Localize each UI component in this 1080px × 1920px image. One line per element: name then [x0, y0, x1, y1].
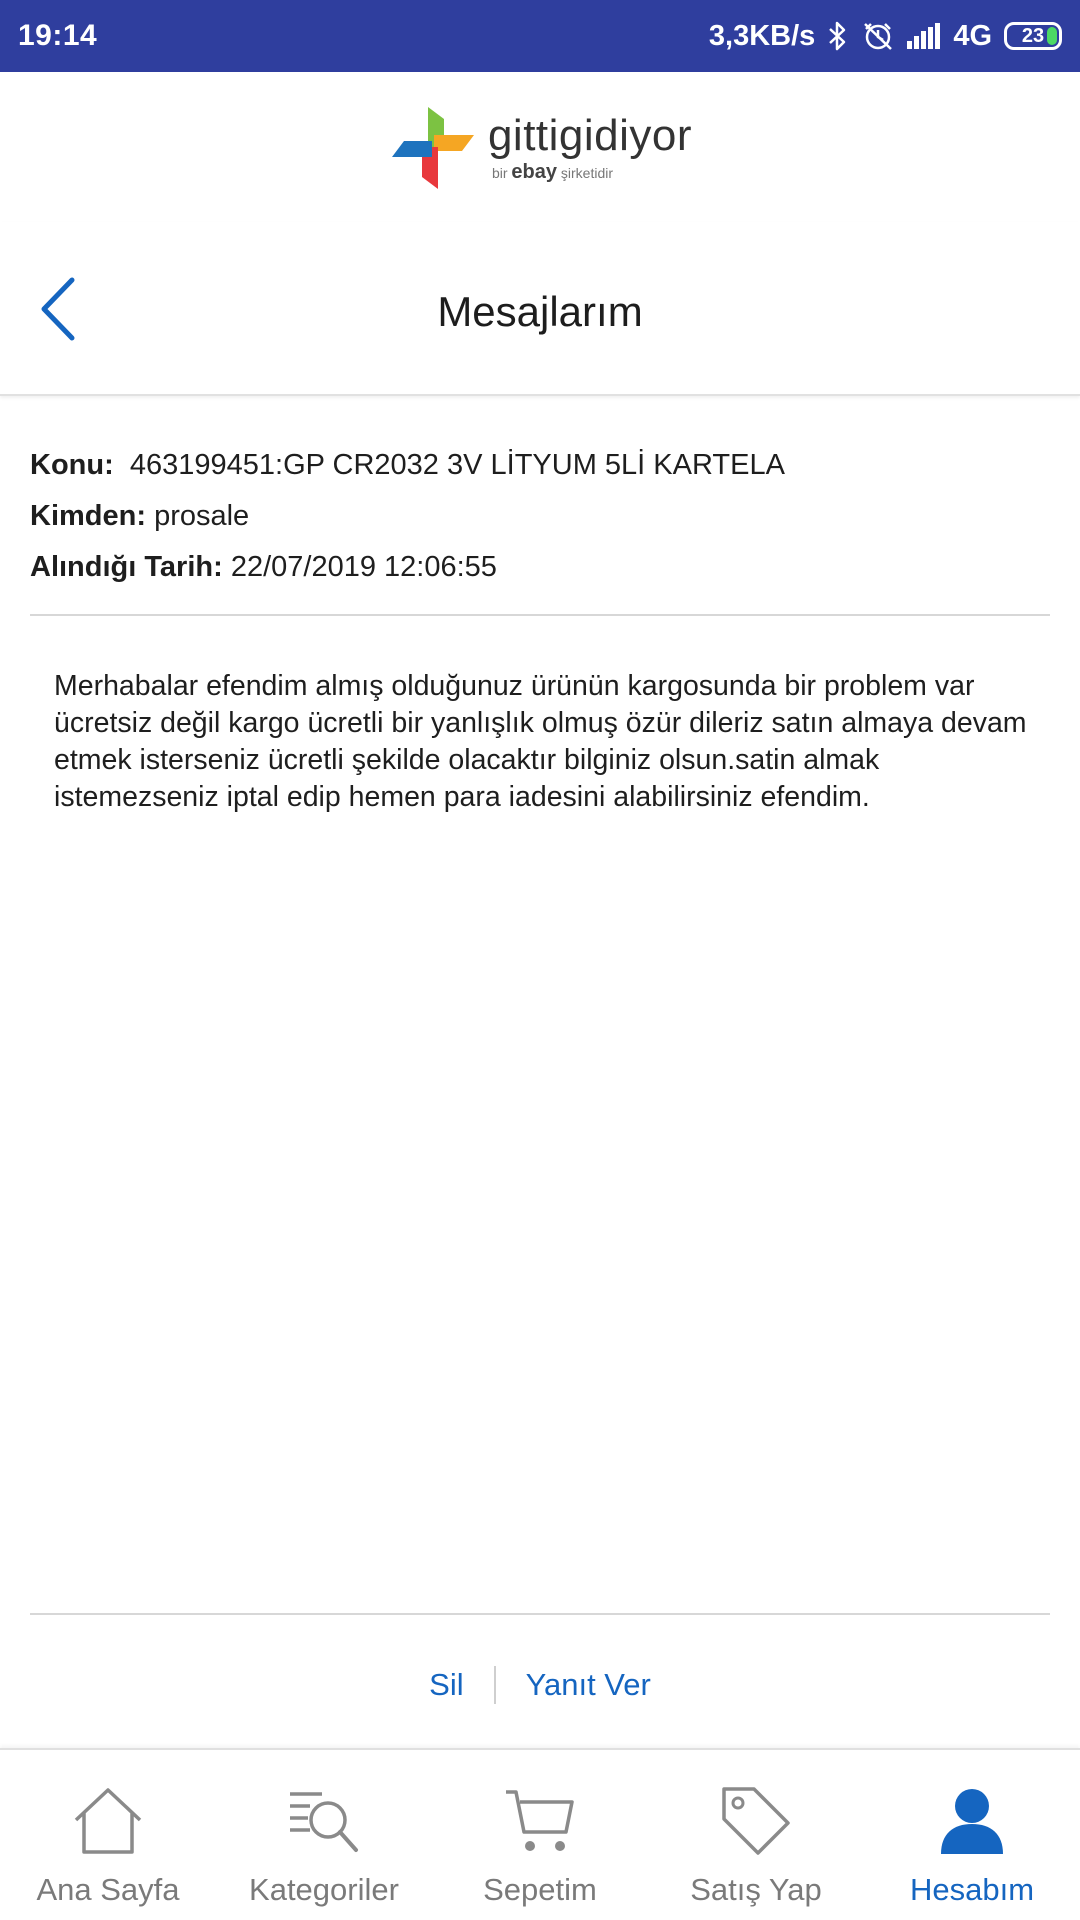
divider [30, 1613, 1050, 1615]
battery-icon [1004, 22, 1062, 50]
category-search-icon [288, 1788, 360, 1854]
nav-item-sell[interactable] [648, 1750, 864, 1920]
nav-label-home: Ana Sayfa [36, 1872, 180, 1907]
message-meta [30, 440, 1050, 593]
status-time: 19:14 [18, 19, 98, 52]
nav-item-home[interactable] [0, 1750, 216, 1920]
message-body: Merhabalar efendim almış olduğunuz ürünün kargosunda bir problem var ücretsiz değil kargo ücretli bir yanlışlık olmuş özür dileriz satın almaya devam etmek isterseniz ücretli şekilde olacaktır bilginiz olsun.satin almak istemezseniz iptal edip hemen para iadesini alabilirsiniz efendim. [54, 670, 1027, 813]
network-type: 4G [953, 19, 992, 52]
tag-icon [720, 1785, 792, 1857]
nav-label-cart: Sepetim [483, 1872, 597, 1907]
title-bar [0, 222, 1080, 396]
page-title: Mesajlarım [437, 288, 643, 335]
subject-value: 463199451:GP CR2032 3V LİTYUM 5Lİ KARTELA [129, 449, 785, 481]
subject-row [30, 440, 1050, 491]
pinwheel-icon [388, 101, 478, 193]
user-icon [939, 1786, 1005, 1856]
home-icon [72, 1786, 144, 1856]
gittigidiyor-logo [388, 101, 692, 193]
nav-item-cart[interactable] [432, 1750, 648, 1920]
divider [30, 614, 1050, 616]
message-actions [0, 1640, 1080, 1730]
status-bar [0, 0, 1080, 72]
logo-header [0, 72, 1080, 222]
bluetooth-icon [827, 21, 849, 51]
network-speed: 3,3KB/s [708, 19, 816, 52]
nav-label-account: Hesabım [909, 1872, 1035, 1907]
reply-button[interactable]: Yanıt Ver [525, 1667, 651, 1702]
from-label: Kimden: [30, 500, 146, 532]
bottom-navigation [0, 1748, 1080, 1920]
cart-icon [504, 1786, 576, 1856]
alarm-off-icon [861, 21, 895, 51]
date-value: 22/07/2019 12:06:55 [230, 551, 497, 583]
nav-item-categories[interactable] [216, 1750, 432, 1920]
date-label: Alındığı Tarih: [30, 551, 223, 583]
date-row [30, 542, 1050, 593]
status-indicators [709, 20, 1062, 53]
nav-item-account[interactable] [864, 1750, 1080, 1920]
from-value: prosale [154, 500, 250, 532]
logo-brand-text: gittigidiyor [487, 110, 693, 160]
subject-label: Konu: [30, 449, 114, 481]
signal-icon [907, 23, 941, 49]
logo-tagline: bir ebay şirketidir [491, 160, 614, 183]
delete-button[interactable]: Sil [429, 1667, 464, 1702]
nav-label-sell: Satış Yap [690, 1872, 822, 1907]
nav-label-categories: Kategoriler [249, 1872, 399, 1907]
battery-level: 23 [1021, 24, 1045, 47]
from-row [30, 491, 1050, 542]
